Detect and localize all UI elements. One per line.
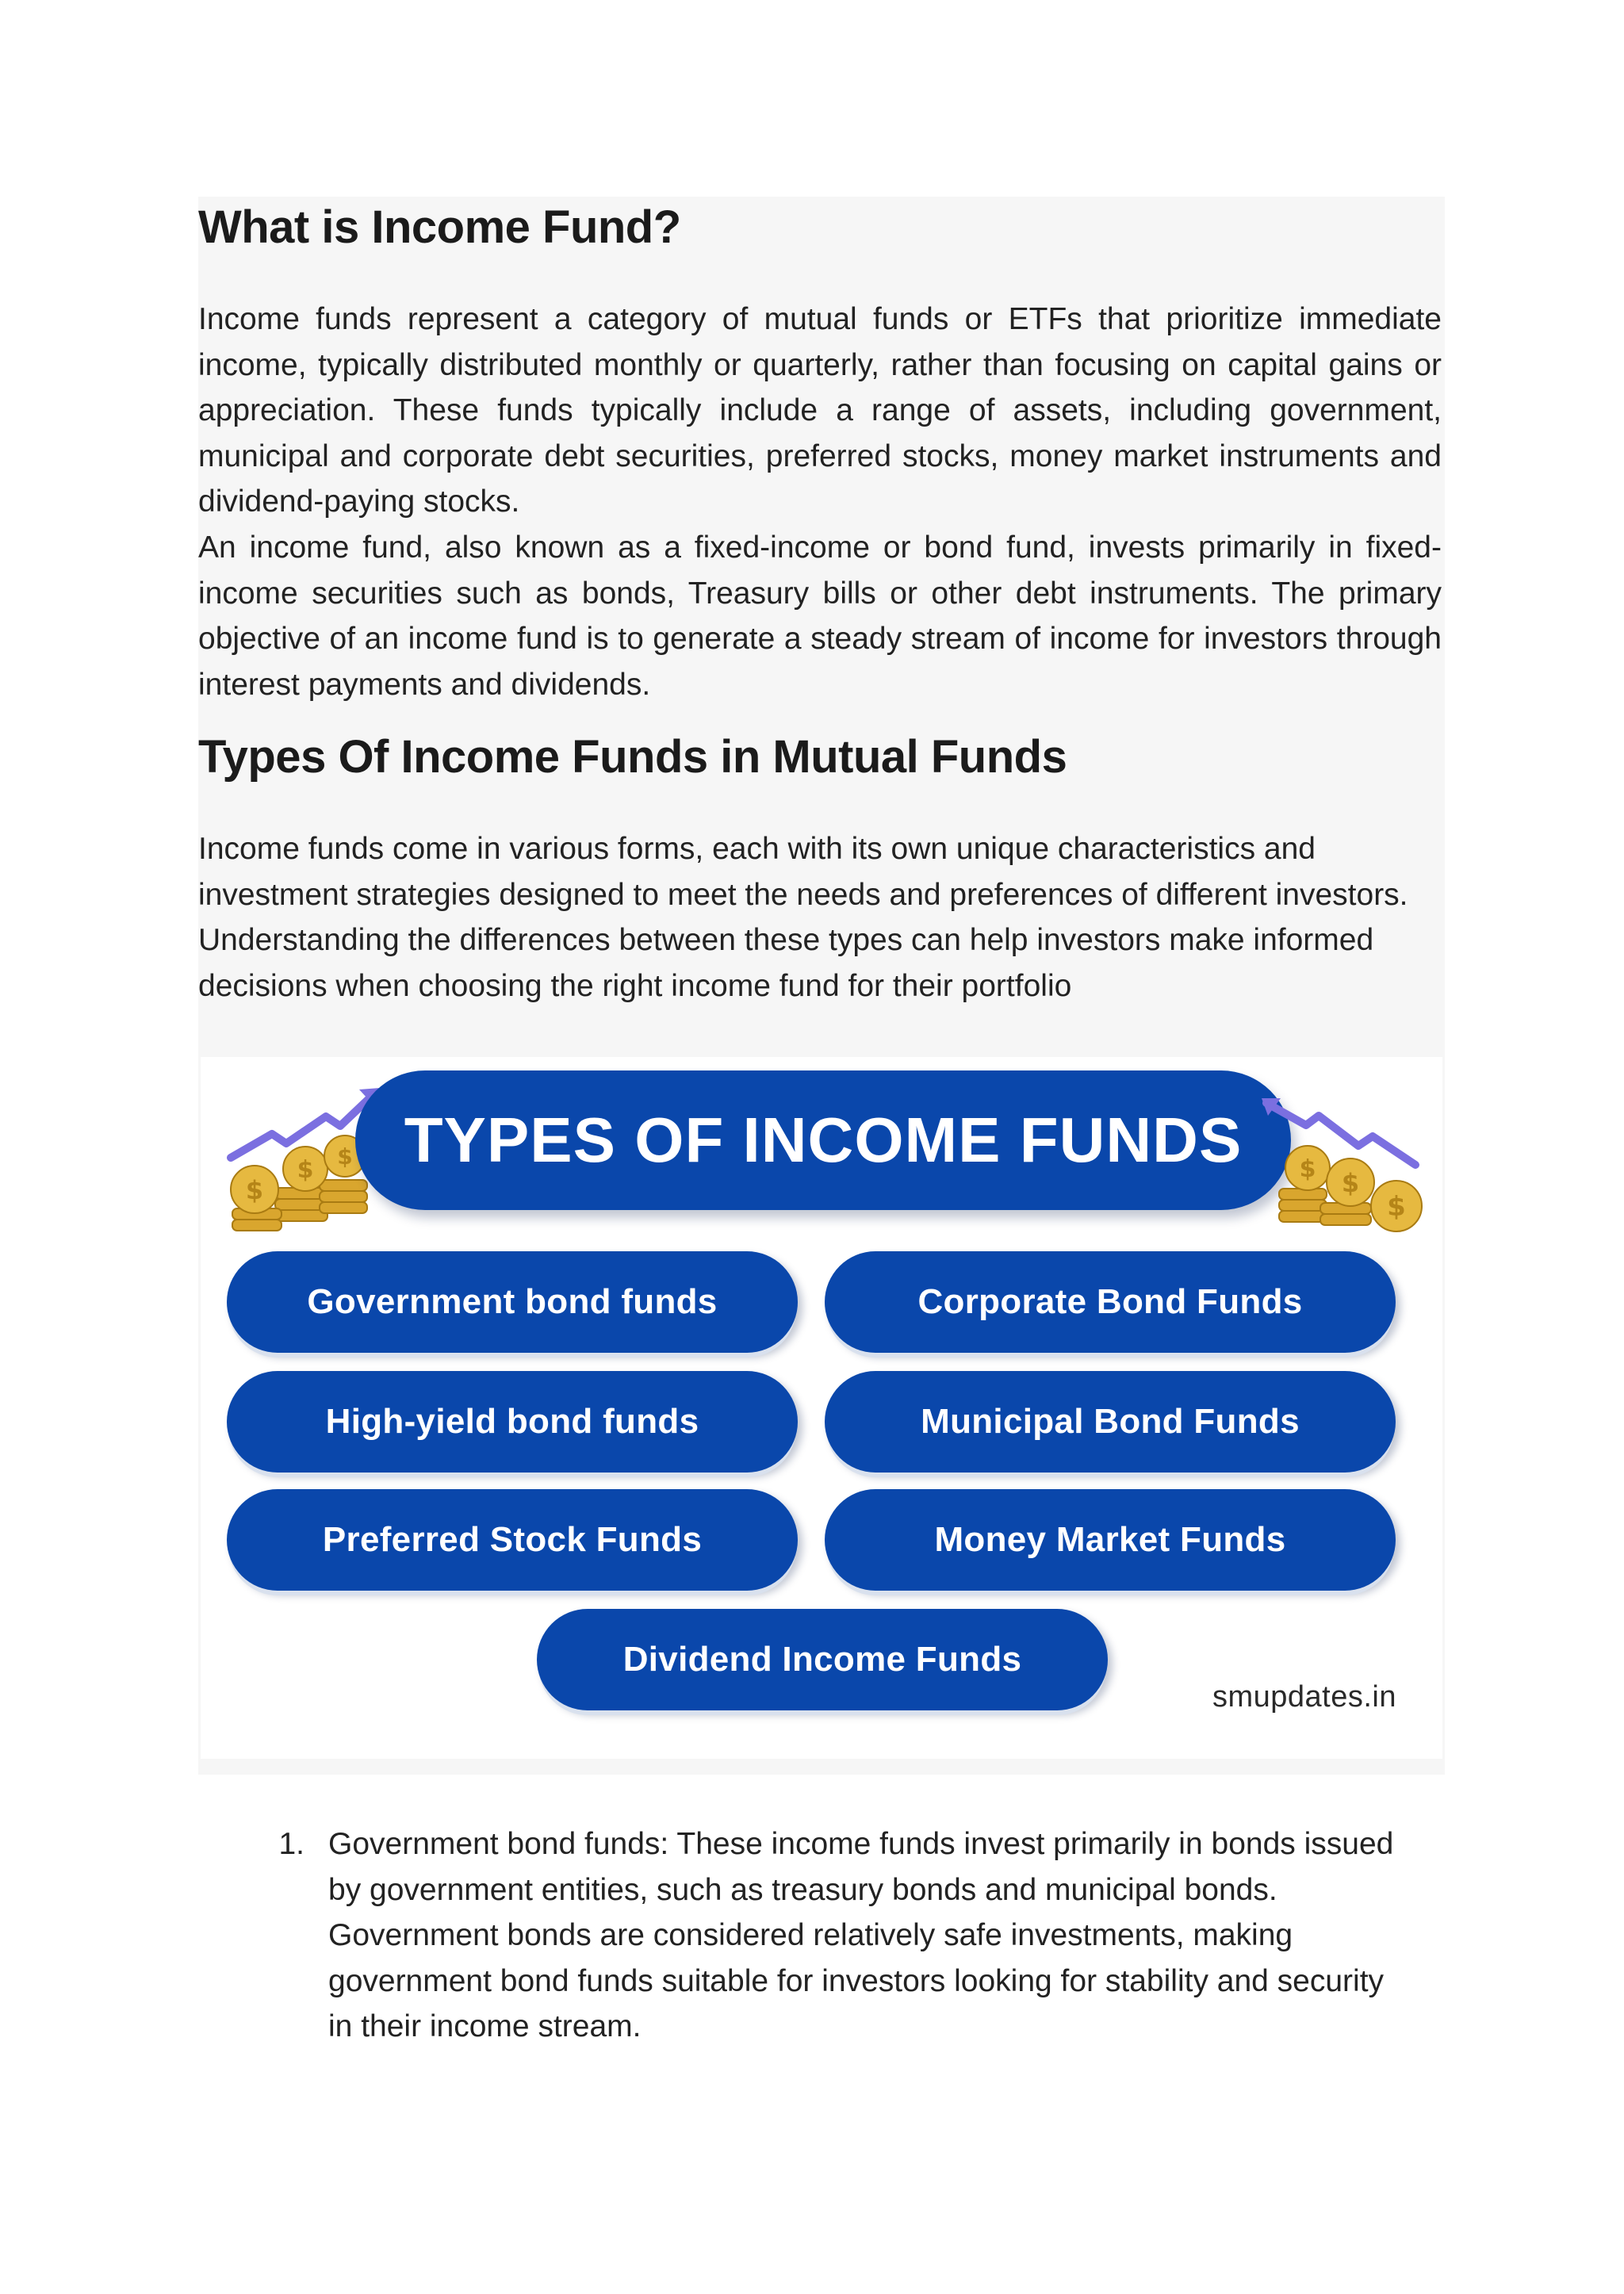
svg-text:$: $ <box>245 1175 264 1205</box>
svg-text:$: $ <box>337 1143 353 1170</box>
pill-dividend-income-funds: Dividend Income Funds <box>537 1609 1108 1710</box>
svg-text:$: $ <box>297 1156 314 1184</box>
list-item-text: Government bond funds: These income funds invest primarily in bonds issued by government entities, such as treasury bonds and municipal bonds. Government bonds are considered relatively safe investments, making government bond funds suitable for investors looking for stability and security in their income stream. <box>328 1827 1394 2043</box>
paragraph-income-fund-objective: An income fund, also known as a fixed-income or bond fund, invests primarily in fixed-income securities such as bonds, Treasury bills or other debt instruments. The primary objective of an income fund is to generate a steady stream of income for investors through interest payments and dividends. <box>198 530 1442 702</box>
paragraph-types-intro: Income funds come in various forms, each with its own unique characteristics and investment strategies designed to meet the needs and preferences of different investors. Understanding the differences between these types can help investors make informed decisions when choosing the right income fund for their portfolio <box>198 832 1408 1003</box>
pill-government-bond-funds: Government bond funds <box>227 1251 798 1353</box>
svg-text:$: $ <box>1387 1191 1406 1223</box>
income-fund-types-list <box>198 1821 1445 2050</box>
svg-text:$: $ <box>1299 1155 1316 1183</box>
pill-preferred-stock-funds: Preferred Stock Funds <box>227 1489 798 1591</box>
heading-types-of-income-funds: Types Of Income Funds in Mutual Funds <box>198 731 1067 783</box>
heading-what-is-income-fund: What is Income Fund? <box>198 201 681 253</box>
svg-text:$: $ <box>1341 1168 1360 1198</box>
infographic-title-banner: TYPES OF INCOME FUNDS <box>355 1070 1291 1210</box>
list-item-number: 1. <box>278 1827 304 1861</box>
list-item <box>198 1821 1445 2050</box>
pill-corporate-bond-funds: Corporate Bond Funds <box>825 1251 1396 1353</box>
paragraph-income-fund-definition: Income funds represent a category of mutual funds or ETFs that prioritize immediate income, typically distributed monthly or quarterly, rather than focusing on capital gains or appreciation. These funds typically include a range of assets, including government, municipal and corporate debt securities, preferred stocks, money market instruments and dividend-paying stocks. <box>198 302 1442 519</box>
pill-money-market-funds: Money Market Funds <box>825 1489 1396 1591</box>
pill-high-yield-bond-funds: High-yield bond funds <box>227 1371 798 1473</box>
types-of-income-funds-infographic <box>201 1057 1442 1759</box>
pill-municipal-bond-funds: Municipal Bond Funds <box>825 1371 1396 1473</box>
coin-stack-icon <box>1271 1136 1430 1243</box>
watermark: smupdates.in <box>1212 1680 1396 1714</box>
